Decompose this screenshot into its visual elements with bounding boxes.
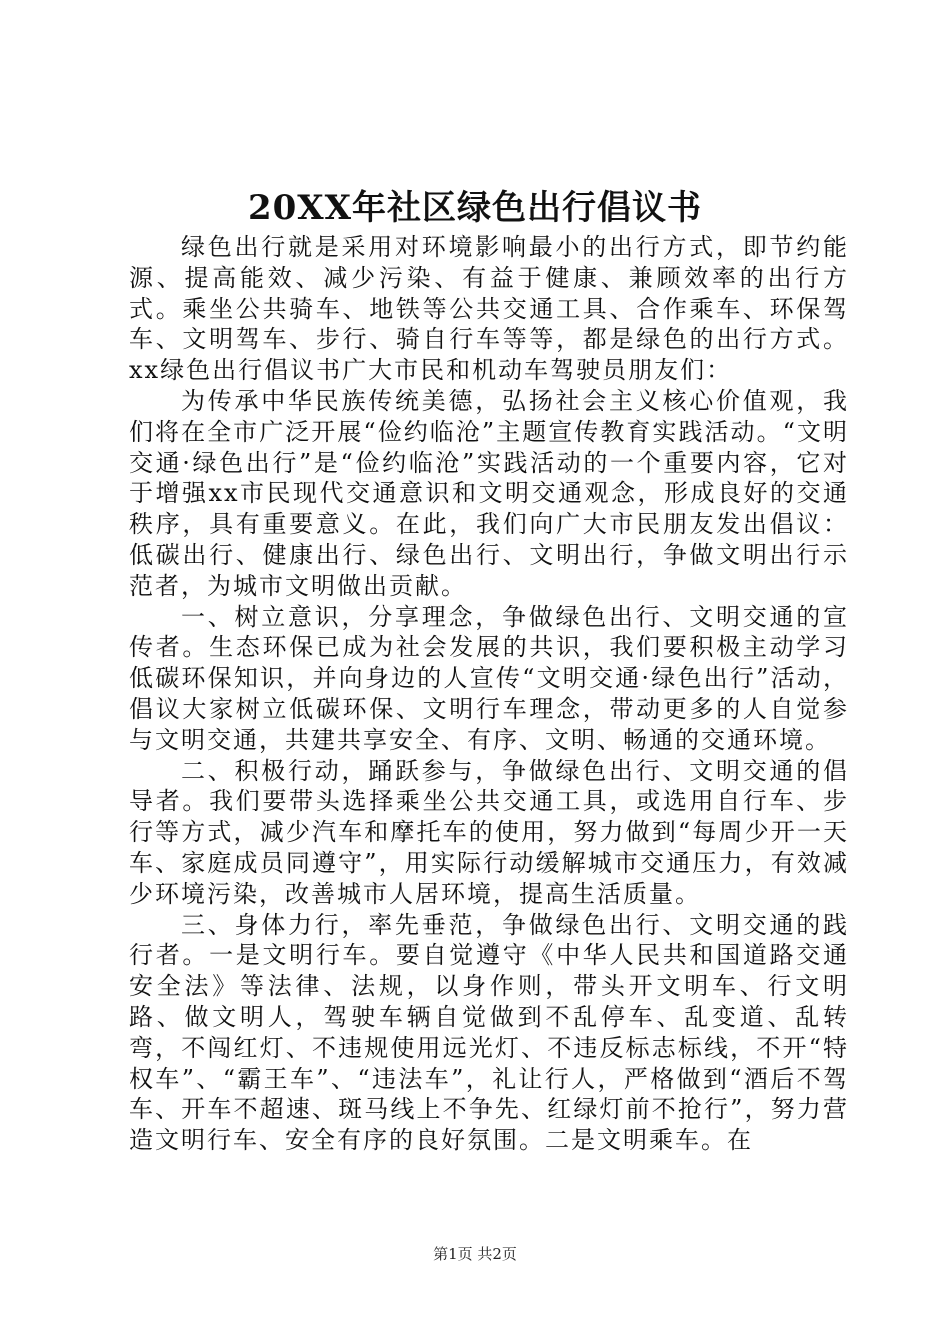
paragraph-background: 为传承中华民族传统美德，弘扬社会主义核心价值观，我们将在全市广泛开展“俭约临沧”主题宣传教育实践活动。“文明交通·绿色出行”是“俭约临沧”实践活动的一个重要内容，它对于增强xx市民现代交通意识和文明交通观念，形成良好的交通秩序，具有重要意义。在此，我们向广大市民朋友发出倡议：低碳出行、健康出行、绿色出行、文明出行，争做文明出行示范者，为城市文明做出贡献。 [129, 386, 849, 600]
page-footer: 第1页 共2页 [433, 1245, 517, 1263]
document-title: 20XX年社区绿色出行倡议书 [247, 188, 703, 228]
paragraph-point-three: 三、身体力行，率先垂范，争做绿色出行、文明交通的践行者。一是文明行车。要自觉遵守《中华人民共和国道路交通安全法》等法律、法规，以身作则，带头开文明车、行文明路、做文明人，驾驶车辆自觉做到不乱停车、乱变道、乱转弯，不闯红灯、不违规使用远光灯、不违反标志标线，不开“特权车”、“霸王车”、“违法车”，礼让行人，严格做到“酒后不驾车、开车不超速、斑马线上不争先、红绿灯前不抢行”，努力营造文明行车、安全有序的良好氛围。二是文明乘车。在 [129, 910, 849, 1155]
paragraph-point-one: 一、树立意识，分享理念，争做绿色出行、文明交通的宣传者。生态环保已成为社会发展的共识，我们要积极主动学习低碳环保知识，并向身边的人宣传“文明交通·绿色出行”活动，倡议大家树立低碳环保、文明行车理念，带动更多的人自觉参与文明交通，共建共享安全、有序、文明、畅通的交通环境。 [129, 602, 849, 754]
document-body [129, 232, 849, 1156]
paragraph-intro: 绿色出行就是采用对环境影响最小的出行方式，即节约能源、提高能效、减少污染、有益于健康、兼顾效率的出行方式。乘坐公共骑车、地铁等公共交通工具、合作乘车、环保驾车、文明驾车、步行、骑自行车等等，都是绿色的出行方式。xx绿色出行倡议书广大市民和机动车驾驶员朋友们： [129, 233, 849, 385]
paragraph-point-two: 二、积极行动，踊跃参与，争做绿色出行、文明交通的倡导者。我们要带头选择乘坐公共交通工具，或选用自行车、步行等方式，减少汽车和摩托车的使用，努力做到“每周少开一天车、家庭成员同遵守”，用实际行动缓解城市交通压力，有效减少环境污染，改善城市人居环境，提高生活质量。 [129, 756, 849, 908]
